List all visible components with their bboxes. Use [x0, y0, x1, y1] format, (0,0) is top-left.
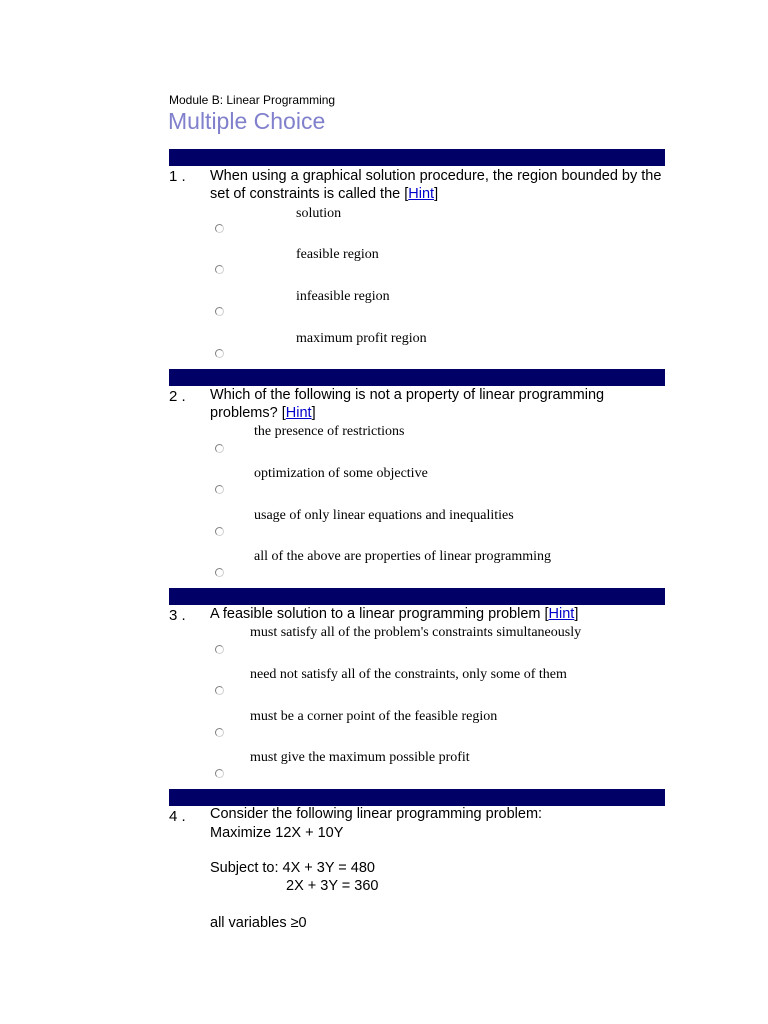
- answer-option-label: maximum profit region: [296, 331, 427, 346]
- constraint-line: 2X + 3Y = 360: [286, 878, 379, 894]
- hint-link[interactable]: Hint: [285, 405, 312, 421]
- question-text-body: Which of the following is not a property of linear programming problems?: [210, 387, 605, 421]
- answer-option-label: must give the maximum possible profit: [250, 750, 470, 765]
- question-number: 3 .: [169, 607, 186, 624]
- answer-radio[interactable]: [215, 568, 224, 577]
- question-text: Consider the following linear programming problem:: [210, 806, 543, 822]
- answer-option-label: optimization of some objective: [254, 466, 428, 481]
- objective-function: Maximize 12X + 10Y: [210, 825, 344, 841]
- answer-option-label: must be a corner point of the feasible region: [250, 709, 498, 724]
- question-text: A feasible solution to a linear programming problem [Hint]: [210, 606, 579, 622]
- question-text-body: A feasible solution to a linear programming problem: [210, 606, 541, 622]
- answer-option-label: infeasible region: [296, 289, 390, 304]
- answer-radio[interactable]: [215, 485, 224, 494]
- constraint-line: Subject to: 4X + 3Y = 480: [210, 860, 375, 876]
- question-number: 1 .: [169, 168, 186, 185]
- answer-radio[interactable]: [215, 686, 224, 695]
- answer-option-label: the presence of restrictions: [254, 424, 405, 439]
- answer-option-label: must satisfy all of the problem's constraints simultaneously: [250, 625, 582, 640]
- question-header-bar: [169, 588, 665, 605]
- question-number: 4 .: [169, 808, 186, 825]
- answer-radio[interactable]: [215, 349, 224, 358]
- question-text-body: When using a graphical solution procedure, the region bounded by the set of constraints is called the: [210, 168, 662, 202]
- answer-radio[interactable]: [215, 769, 224, 778]
- page-title: Multiple Choice: [168, 108, 326, 134]
- question-number: 2 .: [169, 388, 186, 405]
- answer-option-label: all of the above are properties of linear programming: [254, 549, 551, 564]
- hint-link[interactable]: Hint: [548, 606, 575, 622]
- question-text: When using a graphical solution procedure, the region bounded by the set of constraints is called the [Hint]: [210, 168, 662, 202]
- hint-link[interactable]: Hint: [408, 186, 435, 202]
- question-header-bar: [169, 149, 665, 166]
- answer-radio[interactable]: [215, 444, 224, 453]
- answer-radio[interactable]: [215, 224, 224, 233]
- question-header-bar: [169, 369, 665, 386]
- answer-option-label: usage of only linear equations and inequalities: [254, 508, 514, 523]
- answer-option-label: feasible region: [296, 247, 379, 262]
- answer-radio[interactable]: [215, 307, 224, 316]
- answer-radio[interactable]: [215, 645, 224, 654]
- answer-radio[interactable]: [215, 728, 224, 737]
- answer-option-label: need not satisfy all of the constraints, only some of them: [250, 667, 567, 682]
- answer-radio[interactable]: [215, 527, 224, 536]
- answer-radio[interactable]: [215, 265, 224, 274]
- module-title: Module B: Linear Programming: [169, 93, 336, 107]
- question-header-bar: [169, 789, 665, 806]
- answer-option-label: solution: [296, 206, 342, 221]
- nonnegativity-line: all variables ≥0: [210, 915, 307, 931]
- question-text: Which of the following is not a property of linear programming problems? [Hint]: [210, 387, 605, 421]
